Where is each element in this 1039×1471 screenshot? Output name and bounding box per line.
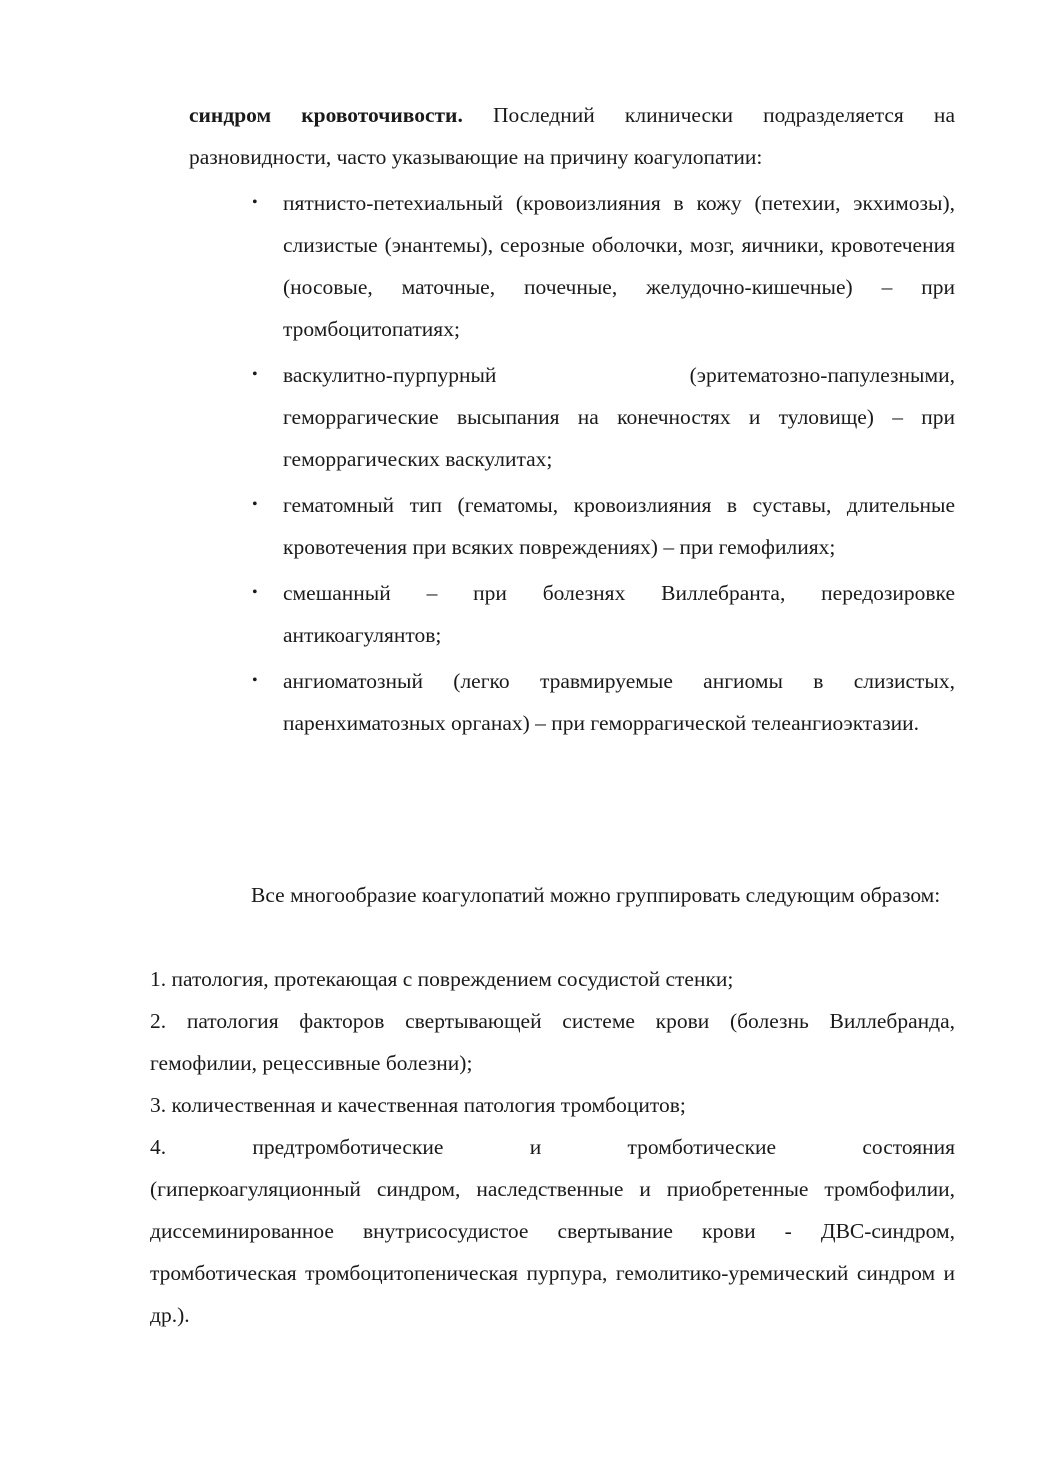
list-item xyxy=(252,484,955,568)
bullet-icon: • xyxy=(252,584,258,601)
numbered-item: 3. количественная и качественная патология тромбоцитов; xyxy=(150,1093,686,1117)
bullet-icon: • xyxy=(252,672,258,689)
list-item xyxy=(252,354,961,480)
bleeding-types-list xyxy=(0,182,1039,748)
summary-paragraph: Все многообразие коагулопатий можно группировать следующим образом: xyxy=(251,883,941,907)
numbered-item: 2. патология факторов свертывающей системе крови (болезнь Виллебранда, гемофилии, рецессивные болезни); xyxy=(150,1009,955,1075)
list-item-text: васкулитно-пурпурный (эритематозно-папулезными, геморрагические высыпания на конечностях и туловище) – при геморрагических васкулитах; xyxy=(283,363,961,471)
bullet-icon: • xyxy=(252,366,258,383)
list-item xyxy=(252,182,955,350)
intro-paragraph xyxy=(189,94,955,178)
bullet-icon: • xyxy=(252,496,258,513)
list-item xyxy=(252,660,955,744)
list-item-text: гематомный тип (гематомы, кровоизлияния в суставы, длительные кровотечения при всяких повреждениях) – при гемофилиях; xyxy=(283,493,955,559)
list-item-text: пятнисто-петехиальный (кровоизлияния в кожу (петехии, экхимозы), слизистые (энантемы), серозные оболочки, мозг, яичники, кровотечения (носовые, маточные, почечные, желудочно-кишечные) – при тромбоцитопатиях; xyxy=(283,191,955,341)
intro-text: Последний клинически подразделяется на разновидности, часто указывающие на причину коагулопатии: xyxy=(189,103,955,169)
numbered-item: 1. патология, протекающая с повреждением сосудистой стенки; xyxy=(150,967,734,991)
numbered-item: 4. предтромботические и тромботические состояния (гиперкоагуляционный синдром, наследственные и приобретенные тромбофилии, диссеминированное внутрисосудистое свертывание крови - ДВС-синдром, тромботическая тромбоцитопеническая пурпура, гемолитико-уремический синдром и др.). xyxy=(150,1135,961,1327)
bullet-icon: • xyxy=(252,194,258,211)
intro-bold-term: синдром кровоточивости. xyxy=(189,103,463,127)
coagulopathy-groups-list xyxy=(150,958,961,1336)
list-item xyxy=(252,572,955,656)
list-item-text: смешанный – при болезнях Виллебранта, передозировке антикоагулянтов; xyxy=(283,581,955,647)
list-item-text: ангиоматозный (легко травмируемые ангиомы в слизистых, паренхиматозных органах) – при геморрагической телеангиоэктазии. xyxy=(283,669,955,735)
